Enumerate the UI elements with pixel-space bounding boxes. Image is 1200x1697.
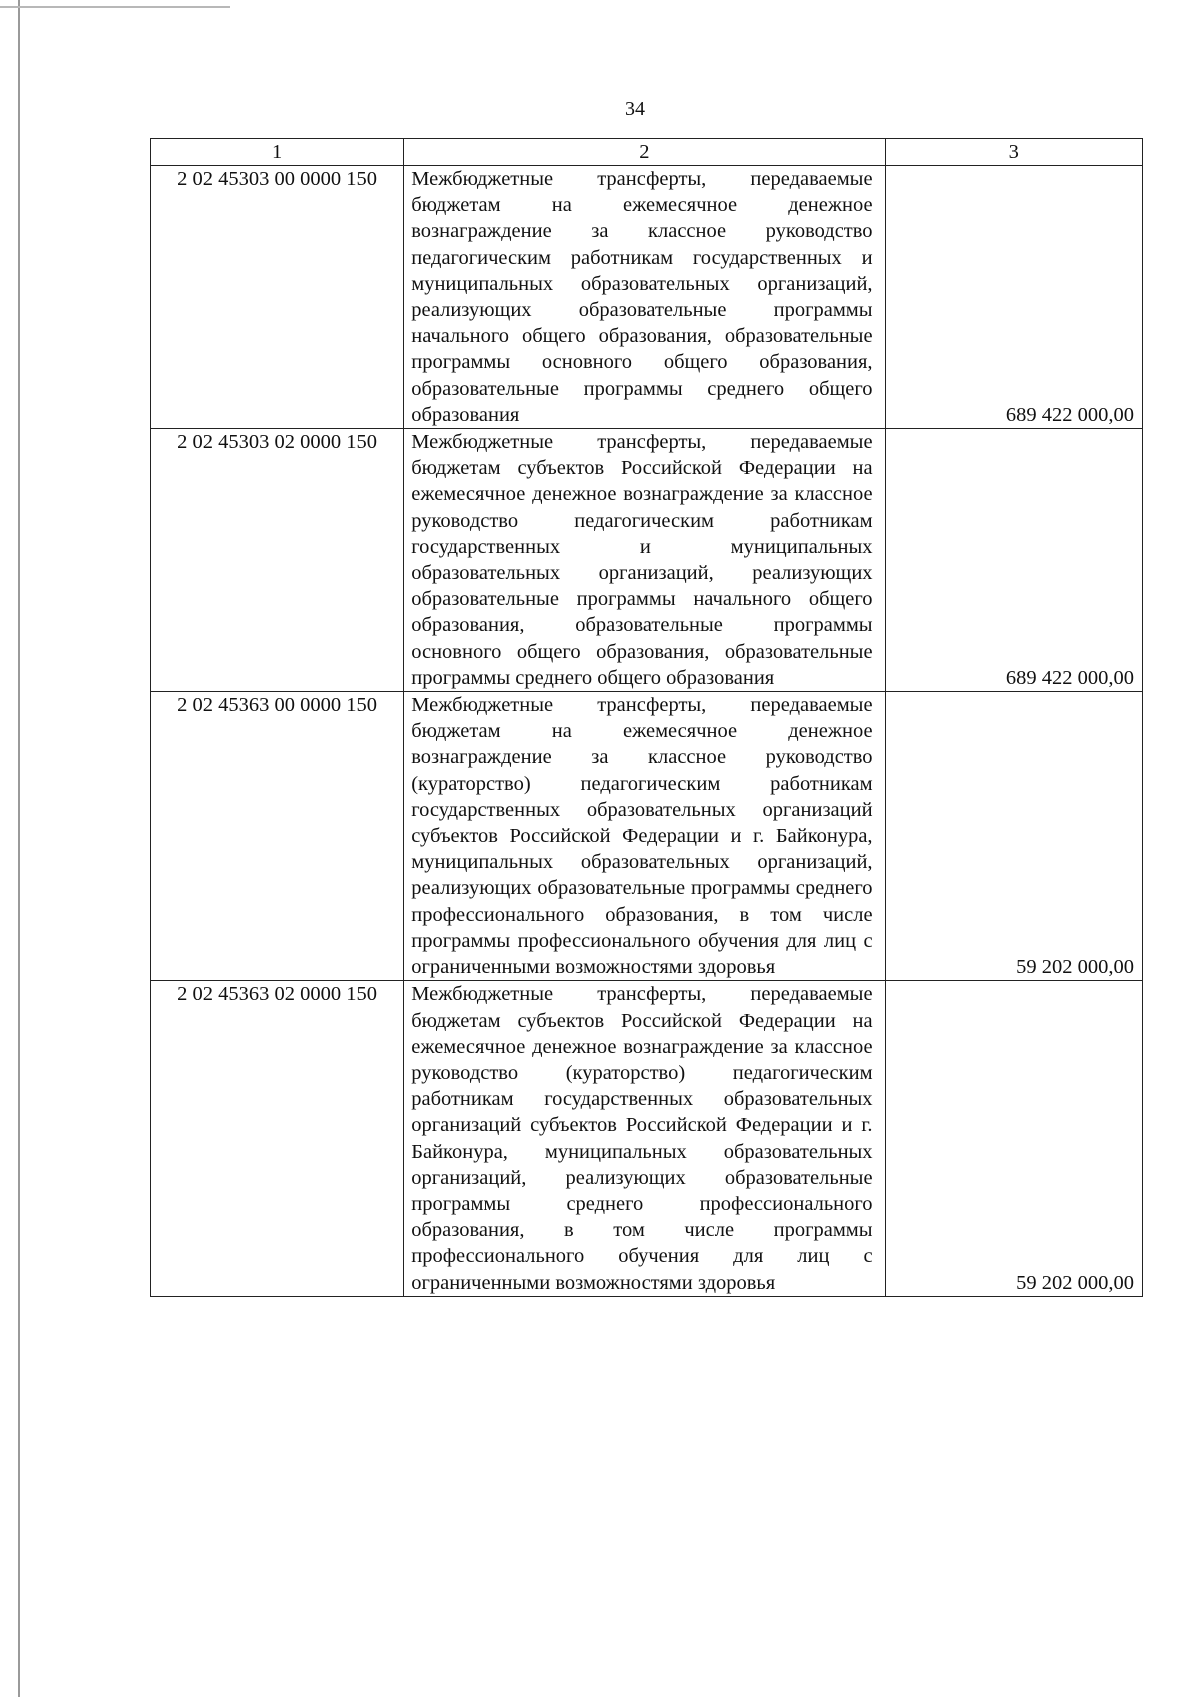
row-description: Межбюджетные трансферты, передаваемые бюджетам на ежемесячное денежное вознаграждение за классное руководство педагогическим работникам государственных и муниципальных образовательных организаций, реализующих образовательные программы начального общего образования, образовательные программы основного общего образования, образовательные программы среднего общего образования: [404, 166, 885, 429]
budget-code: 2 02 45303 00 0000 150: [151, 166, 404, 429]
row-amount: 59 202 000,00: [885, 981, 1142, 1296]
table-row: [151, 981, 1143, 1296]
header-col-2: 2: [404, 139, 885, 166]
header-col-1: 1: [151, 139, 404, 166]
table-row: [151, 166, 1143, 429]
row-description: Межбюджетные трансферты, передаваемые бюджетам на ежемесячное денежное вознаграждение за классное руководство (кураторство) педагогическим работникам государственных образовательных организаций субъектов Российской Федерации и г. Байконура, муниципальных образовательных организаций, реализующих образовательные программы среднего профессионального образования, в том числе программы профессионального обучения для лиц с ограниченными возможностями здоровья: [404, 692, 885, 981]
binding-margin-line: [18, 0, 20, 1697]
budget-code: 2 02 45363 00 0000 150: [151, 692, 404, 981]
budget-table: [150, 138, 1143, 1297]
budget-code: 2 02 45303 02 0000 150: [151, 429, 404, 692]
page-number: 34: [625, 98, 645, 120]
row-amount: 689 422 000,00: [885, 429, 1142, 692]
row-amount: 59 202 000,00: [885, 692, 1142, 981]
budget-code: 2 02 45363 02 0000 150: [151, 981, 404, 1296]
scan-corner-mark: [0, 6, 230, 8]
row-description: Межбюджетные трансферты, передаваемые бюджетам субъектов Российской Федерации на ежемесячное денежное вознаграждение за классное руководство педагогическим работникам государственных и муниципальных образовательных организаций, реализующих образовательные программы начального общего образования, образовательные программы основного общего образования, образовательные программы среднего общего образования: [404, 429, 885, 692]
header-col-3: 3: [885, 139, 1142, 166]
table-row: [151, 692, 1143, 981]
table-row: [151, 429, 1143, 692]
row-amount: 689 422 000,00: [885, 166, 1142, 429]
row-description: Межбюджетные трансферты, передаваемые бюджетам субъектов Российской Федерации на ежемесячное денежное вознаграждение за классное руководство (кураторство) педагогическим работникам государственных образовательных организаций субъектов Российской Федерации и г. Байконура, муниципальных образовательных организаций, реализующих образовательные программы среднего профессионального образования, в том числе программы профессионального обучения для лиц с ограниченными возможностями здоровья: [404, 981, 885, 1296]
table-header-row: [151, 139, 1143, 166]
